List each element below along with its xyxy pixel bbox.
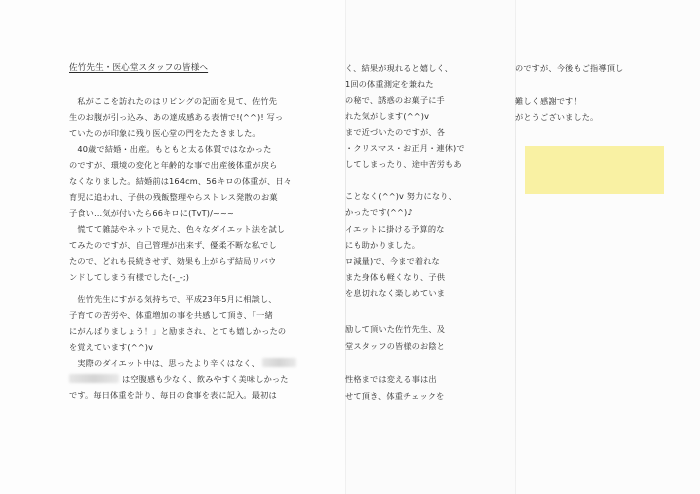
text-line: ていたのが印象に残り医心堂の門をたたきました。 [69,128,261,138]
text-line: てみたのですが、自己管理が出来ず、優柔不断な私でし [69,240,277,250]
text-line: がとうございました。 [515,112,599,122]
text-line: 育児に追われ、子供の残飯整理やらストレス発散のお菓 [69,192,278,202]
text-line: のですが、今後もご指導頂し [515,63,624,73]
text-line: たので、どれも長続きせず、効果も上がらず結局リバウ [69,256,277,266]
text-line: 難しく感謝です！ [515,96,582,106]
blurred-text [69,374,119,383]
text-line: の秘で、誘惑のお菓子に手 [345,95,445,105]
text-line: また身体も軽くなり、子供 [345,272,446,282]
text-line: です。毎日体重を計り、毎日の食事を表に記入。最初は [69,390,277,400]
text-line: 私がここを訪れたのはリビングの記面を見て、佐竹先 [69,96,278,106]
letter-title: 佐竹先生・医心堂スタッフの皆様へ [69,63,209,73]
text-line: ことなく(^^)v 努力になり、 [345,191,457,201]
text-line: にも助かりました。 [345,240,421,250]
text-line: のですが、環境の変化と年齢的な事で出産後体重が戻ら [69,160,278,170]
text-line: してしまったり、途中苦労もあ [345,159,462,169]
text-line: なくなりました。結婚前は164cm、56キロの体重が、日々 [69,176,292,186]
text-line: 生のお腹が引っ込み、あの達成感ある表情で!(^^)! 写っ [69,112,284,122]
text-line: ・クリスマス・お正月・連休)で [345,143,465,153]
text-line: ンドしてしまう有様でした(-_-;) [69,272,190,282]
text-line: 佐竹先生にすがる気持ちで、平成23年5月に相談し、 [69,294,277,304]
text-line: を息切れなく楽しめていま [345,288,446,298]
text-line: せて頂き、体重チェックを [345,391,445,401]
page-fold [515,0,516,494]
text-line: 40歳で結婚・出産。もともと太る体質ではなかった [69,144,272,154]
text-line: れた気がします(^^)v [345,111,430,121]
text-line: く、結果が現れると嬉しく、 [345,63,454,73]
text-line: を覚えています(^^)v [69,342,154,352]
text-line: 性格までは変える事は出 [345,374,437,384]
text-fragment: 実際のダイエット中は、思ったより辛くはなく、 [69,358,260,368]
text-fragment: は空腹感も少なく、飲みやすく美味しかった [122,374,289,384]
text-line: 慌てて雑誌やネットで見た、色々なダイエット法を試し [69,224,286,234]
text-line: ロ減量)で、今まで着れな [345,256,440,266]
text-line: まで近づいたのですが、各 [345,127,446,137]
text-line-with-redaction [69,358,296,368]
blurred-text [262,358,296,367]
letter-page-3 [515,0,700,494]
text-line: イエットに掛ける予算的な [345,224,445,234]
text-line-with-redaction [69,374,289,384]
text-line: 堂スタッフの皆様のお陰と [345,341,446,351]
text-line: かったです(^^)♪ [345,207,413,217]
text-line: 子食い…気が付いたら66キロに(TvT)/~~~ [69,208,235,218]
text-line: 子育ての苦労や、体重増加の事を共感して頂き、「一緒 [69,310,273,320]
sticky-note [525,146,664,194]
text-line: にがんばりましょう！」と励まされ、とても嬉しかったの [69,326,287,336]
text-line: 励して頂いた佐竹先生、及 [345,324,446,334]
text-line: 1回の体重測定を兼ねた [345,79,434,89]
